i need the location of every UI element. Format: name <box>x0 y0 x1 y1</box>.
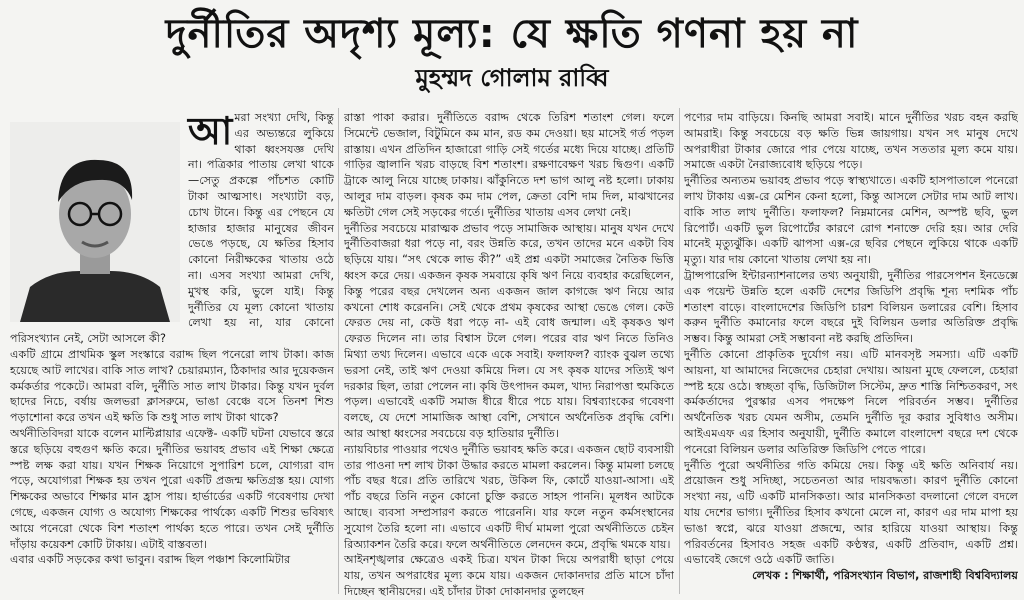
paragraph: এবার একটি সড়কের কথা ভাবুন। বরাদ্দ ছিল পঞ্চাশ কিলোমিটার <box>10 553 291 567</box>
column-divider <box>338 108 339 594</box>
paragraph: ট্রান্সপারেন্সি ইন্টারন্যাশনালের তথ্য অনুযায়ী, দুর্নীতির পারসেপশন ইনডেক্সে এক পয়েন্ট উন্নতি হলে একটি দেশের জিডিপি প্রবৃদ্ধি শূন্য দশমিক পাঁচ শতাংশ বাড়ে। বাংলাদেশের জিডিপি চারশ বিলিয়ন ডলারের বেশি। হিসাব করুন দুর্নীতি কমানোর ফলে বছরে দুই বিলিয়ন ডলার অতিরিক্ত প্রবৃদ্ধি সম্ভব। কিন্তু আমরা সেই সম্ভাবনা নষ্ট করছি প্রতিদিন। <box>684 268 1018 346</box>
paragraph: রাস্তা পাকা করার। দুর্নীতিতে বরাদ্দ থেকে তিরিশ শতাংশ গেল। ফলে সিমেন্টে ভেজাল, বিটুমিনে কম মান, রড কম দেওয়া। ছয় মাসেই গর্ত পড়ল রাস্তায়। এখন প্রতিদিন হাজারো গাড়ি সেই গর্তের মধ্যে দিয়ে যাচ্ছে। প্রতিটি গাড়ির জ্বালানি খরচ বাড়ছে বিশ শতাংশ। রক্ষণাবেক্ষণ খরচ দ্বিগুণ। একটি ট্রাকে আলু নিয়ে যাচ্ছে ঢাকায়। ঝাঁকুনিতে দশ ভাগ আলু নষ্ট হলো। ঢাকায় আলুর দাম বাড়ল। কৃষক কম দাম পেল, ক্রেতা বেশি দাম দিল, মাঝখানের ক্ষতিটা গেল সেই সড়কের গর্তে। দুর্নীতির খাতায় এসব লেখা নেই। <box>344 111 674 219</box>
author-portrait-icon <box>10 122 180 322</box>
paragraph: মরা সংখ্যা দেখি, কিন্তু এর অভ্যন্তরে লুকিয়ে থাকা ধ্বংসযজ্ঞ দেখি না। পত্রিকার পাতায় লেখা থাকে—সেতু প্রকল্পে পাঁচশত কোটি টাকা আত্মসাৎ। সংখ্যাটা বড়, চোখ টানে। কিন্তু এর পেছনে যে হাজার হাজার মানুষের জীবন ভেঙে পড়ছে, যে ক্ষতির হিসাব কোনো নিরীক্ষকের খাতায় ওঠে না। এসব সংখ্যা আমরা দেখি, মুখস্থ করি, ভুলে যাই। কিন্তু দুর্নীতির যে মূল্য কোনো খাতায় লেখা হয় না, যার কোনো পরিসংখ্যান নেই, সেটা আসলে কী? <box>10 111 334 346</box>
article-column-1 <box>10 110 334 598</box>
paragraph: আইনশৃঙ্খলার ক্ষেত্রেও একই চিত্র। যখন টাকা দিয়ে অপরাধী ছাড়া পেয়ে যায়, তখন অপরাধের মূল্য কমে যায়। একজন দোকানদার প্রতি মাসে চাঁদা দিচ্ছেন স্থানীয়দের। এই চাঁদার টাকা দোকানদার তুলছেন <box>344 553 674 598</box>
paragraph: অর্থনীতিবিদরা যাকে বলেন মাল্টিপ্লায়ার এফেক্ট- একটি ঘটনা যেভাবে স্তরে স্তরে ছড়িয়ে বহুগুণ ক্ষতি করে। দুর্নীতির ভয়াবহ প্রভাব এই শিক্ষা ক্ষেত্রে স্পষ্ট লক্ষ করা যায়। যখন শিক্ষক নিয়োগে সুপারিশ চলে, যোগ্যরা বাদ পড়ে, অযোগ্যরা শিক্ষক হয় তখন পুরো একটি প্রজন্ম ক্ষতিগ্রস্ত হয়। যোগ্য শিক্ষকের অভাবে শিক্ষার মান হ্রাস পায়। হার্ভার্ডের একটি গবেষণায় দেখা গেছে, একজন যোগ্য ও অযোগ্য শিক্ষকের পার্থক্যে একটি শিশুর ভবিষ্যৎ আয়ে পনেরো থেকে বিশ শতাংশ পার্থক্য হতে পারে। তখন সেই দুর্নীতি দাঁড়ায় কয়েকশ কোটি টাকায়। এটাই বাস্তবতা। <box>10 426 334 551</box>
article-column-3 <box>684 110 1018 598</box>
dropcap: আ <box>188 110 233 153</box>
paragraph: দুর্নীতি কোনো প্রাকৃতিক দুর্যোগ নয়। এটি মানবসৃষ্ট সমস্যা। এটি একটি আয়না, যা আমাদের নিজেদের চেহারা দেখায়। আয়না মুছে ফেললে, চেহারা স্পষ্ট হয়ে ওঠে। স্বচ্ছতা বৃদ্ধি, ডিজিটাল সিস্টেম, দ্রুত শাস্তি নিশ্চিতকরণ, সৎ কর্মকর্তাদের পুরস্কার এসব পদক্ষেপ নিলে পরিবর্তন সম্ভব। দুর্নীতির অর্থনৈতিক খরচ যেমন অসীম, তেমনি দুর্নীতি দূর করার সুবিধাও অসীম। আইএমএফ এর হিসাব অনুযায়ী, দুর্নীতি কমালে বাংলাদেশ বছরে দশ থেকে পনেরো বিলিয়ন ডলার অতিরিক্ত জিডিপি পেতে পারে। <box>684 347 1018 456</box>
paragraph: দুর্নীতির অন্যতম ভয়াবহ প্রভাব পড়ে স্বাস্থ্যখাতে। একটি হাসপাতালে পনেরো লাখ টাকায় এক্স-রে মেশিন কেনা হলো, কিন্তু আসলে সেটার দাম আট লাখ। বাকি সাত লাখ দুর্নীতি। ফলাফল? নিম্নমানের মেশিন, অস্পষ্ট ছবি, ভুল রিপোর্ট। একটি ভুল রিপোর্টের কারণে রোগ শনাক্তে দেরি হয়। আর দেরি মানেই মৃত্যুঝুঁকি। একটি ঝাপসা এক্স-রে ছবির পেছনে লুকিয়ে থাকে একটি মৃত্যু। যার দায় কোনো খাতায় লেখা হয় না। <box>684 174 1018 267</box>
column-divider <box>679 108 680 594</box>
article-column-2 <box>344 110 674 598</box>
byline: মুহম্মদ গোলাম রাব্বি <box>415 64 609 92</box>
paragraph: ন্যায়বিচার পাওয়ার পথেও দুর্নীতি ভয়াবহ ক্ষতি করে। একজন ছোট ব্যবসায়ী তার পাওনা দশ লাখ টাকা উদ্ধার করতে মামলা করলেন। কিন্তু মামলা চলছে পাঁচ বছর ধরে। প্রতি তারিখে খরচ, উকিল ফি, কোর্টে যাওয়া-আসা। এই পাঁচ বছরে তিনি নতুন কোনো চুক্তি করতে সাহস পাননি। মূলধন আটকে আছে। ব্যবসা সম্প্রসারণ করতে পারেননি। যার ফলে নতুন কর্মসংস্থানের সুযোগ তৈরি হলো না। এভাবে একটি দীর্ঘ মামলা পুরো অর্থনীতিতে চেইন রিঅ্যাকশন তৈরি করে। ফলে অর্থনীতিতে লেনদেন কমে, প্রবৃদ্ধি থমকে যায়। <box>344 442 674 551</box>
paragraph: একটি গ্রামে প্রাথমিক স্কুল সংস্কারে বরাদ্দ ছিল পনেরো লাখ টাকা। কাজ হয়েছে আট লাখের। বাকি সাত লাখ? চেয়ারম্যান, ঠিকাদার আর দুয়েকজন কর্মকর্তার পকেটে। আমরা বলি, দুর্নীতি সাত লাখ টাকার। কিন্তু যখন দুর্বল ছাদের নিচে, বর্ষায় জলভরা ক্লাসরুমে, ভাঙা বেঞ্চে বসে তিনশ শিশু পড়াশোনা করে তখন এই ক্ষতি কি শুধু সাত লাখ টাকা থাকে? <box>10 347 334 425</box>
paragraph: পণ্যের দাম বাড়িয়ে। কিনছি আমরা সবাই। মানে দুর্নীতির খরচ বহন করছি আমরাই। কিন্তু সবচেয়ে বড় ক্ষতি ভিন্ন জায়গায়। যখন সৎ মানুষ দেখে অপরাধীরা টাকার জোরে পার পেয়ে যাচ্ছে, তখন সততার মূল্য কমে যায়। সমাজে একটা নৈরাজ্যবোধ ছড়িয়ে পড়ে। <box>684 111 1018 172</box>
author-photo <box>10 122 180 322</box>
paragraph: দুর্নীতি পুরো অর্থনীতির গতি কমিয়ে দেয়। কিন্তু এই ক্ষতি অনিবার্য নয়। প্রয়োজন শুধু সদিচ্ছা, সচেতনতা আর দায়বদ্ধতা। কারণ দুর্নীতি কোনো সংখ্যা নয়, এটি একটি মানসিকতা। আর মানসিকতা বদলানো গেলে বদলে যায় দেশের ভাগ্য। দুর্নীতির হিসাব কখনো মেলে না, কারণ এর দাম মাপা হয় ভাঙা স্বপ্নে, ঝরে যাওয়া প্রজন্মে, আর হারিয়ে যাওয়া আস্থায়। কিন্তু পরিবর্তনের হিসাবও সহজ একটি কণ্ঠস্বর, একটি প্রতিবাদ, একটি প্রশ্ন। এভাবেই জেগে ওঠে একটি জাতি। <box>684 458 1018 567</box>
author-signature: লেখক : শিক্ষার্থী, পরিসংখ্যান বিভাগ, রাজশাহী বিশ্ববিদ্যালয় <box>752 569 1018 583</box>
paragraph: দুর্নীতির সবচেয়ে মারাত্মক প্রভাব পড়ে সামাজিক আস্থায়। মানুষ যখন দেখে দুর্নীতিবাজরা ধরা পড়ে না, বরং উন্নতি করে, তখন তাদের মনে একটা বিষ ছড়িয়ে যায়। “সৎ থেকে লাভ কী?” এই প্রশ্ন একটা সমাজের নৈতিক ভিত্তি ধ্বংস করে দেয়। একজন কৃষক সমবায়ে কৃষি ঋণ নিয়ে ব্যবহার করেছিলেন, কিন্তু পরের বছর দেখলেন অন্য একজন জাল কাগজে ঋণ নিয়ে আর কখনো শোধ করেননি। সেই থেকে প্রথম কৃষকের আস্থা ভেঙে গেল। কেউ ফেরত দেয় না, কেউ ধরা পড়ে না- এই বোধ জন্মাল। এই কৃষকও ঋণ ফেরত দিলেন না। তার বিশ্বাস টলে গেল। পরের বার ঋণ নিতে তিনিও মিথ্যা তথ্য দিলেন। এভাবে একে একে সবাই। ফলাফল? ব্যাংক বুঝল তথ্যে ভরসা নেই, তাই ঋণ দেওয়া কমিয়ে দিল। যে সৎ কৃষক যাদের সত্যিই ঋণ দরকার ছিল, তারা পেলেন না। কৃষি উৎপাদন কমল, খাদ্য নিরাপত্তা হুমকিতে পড়ল। এভাবেই একটি সমাজ ধীরে ধীরে পচে যায়। বিশ্বব্যাংকের গবেষণা বলছে, যে দেশে সামাজিক আস্থা বেশি, সেখানে অর্থনৈতিক প্রবৃদ্ধি বেশি। আর আস্থা ধ্বংসের সবচেয়ে বড় হাতিয়ার দুর্নীতি। <box>344 221 674 440</box>
headline: দুর্নীতির অদৃশ্য মূল্য: যে ক্ষতি গণনা হয় না <box>165 11 859 57</box>
